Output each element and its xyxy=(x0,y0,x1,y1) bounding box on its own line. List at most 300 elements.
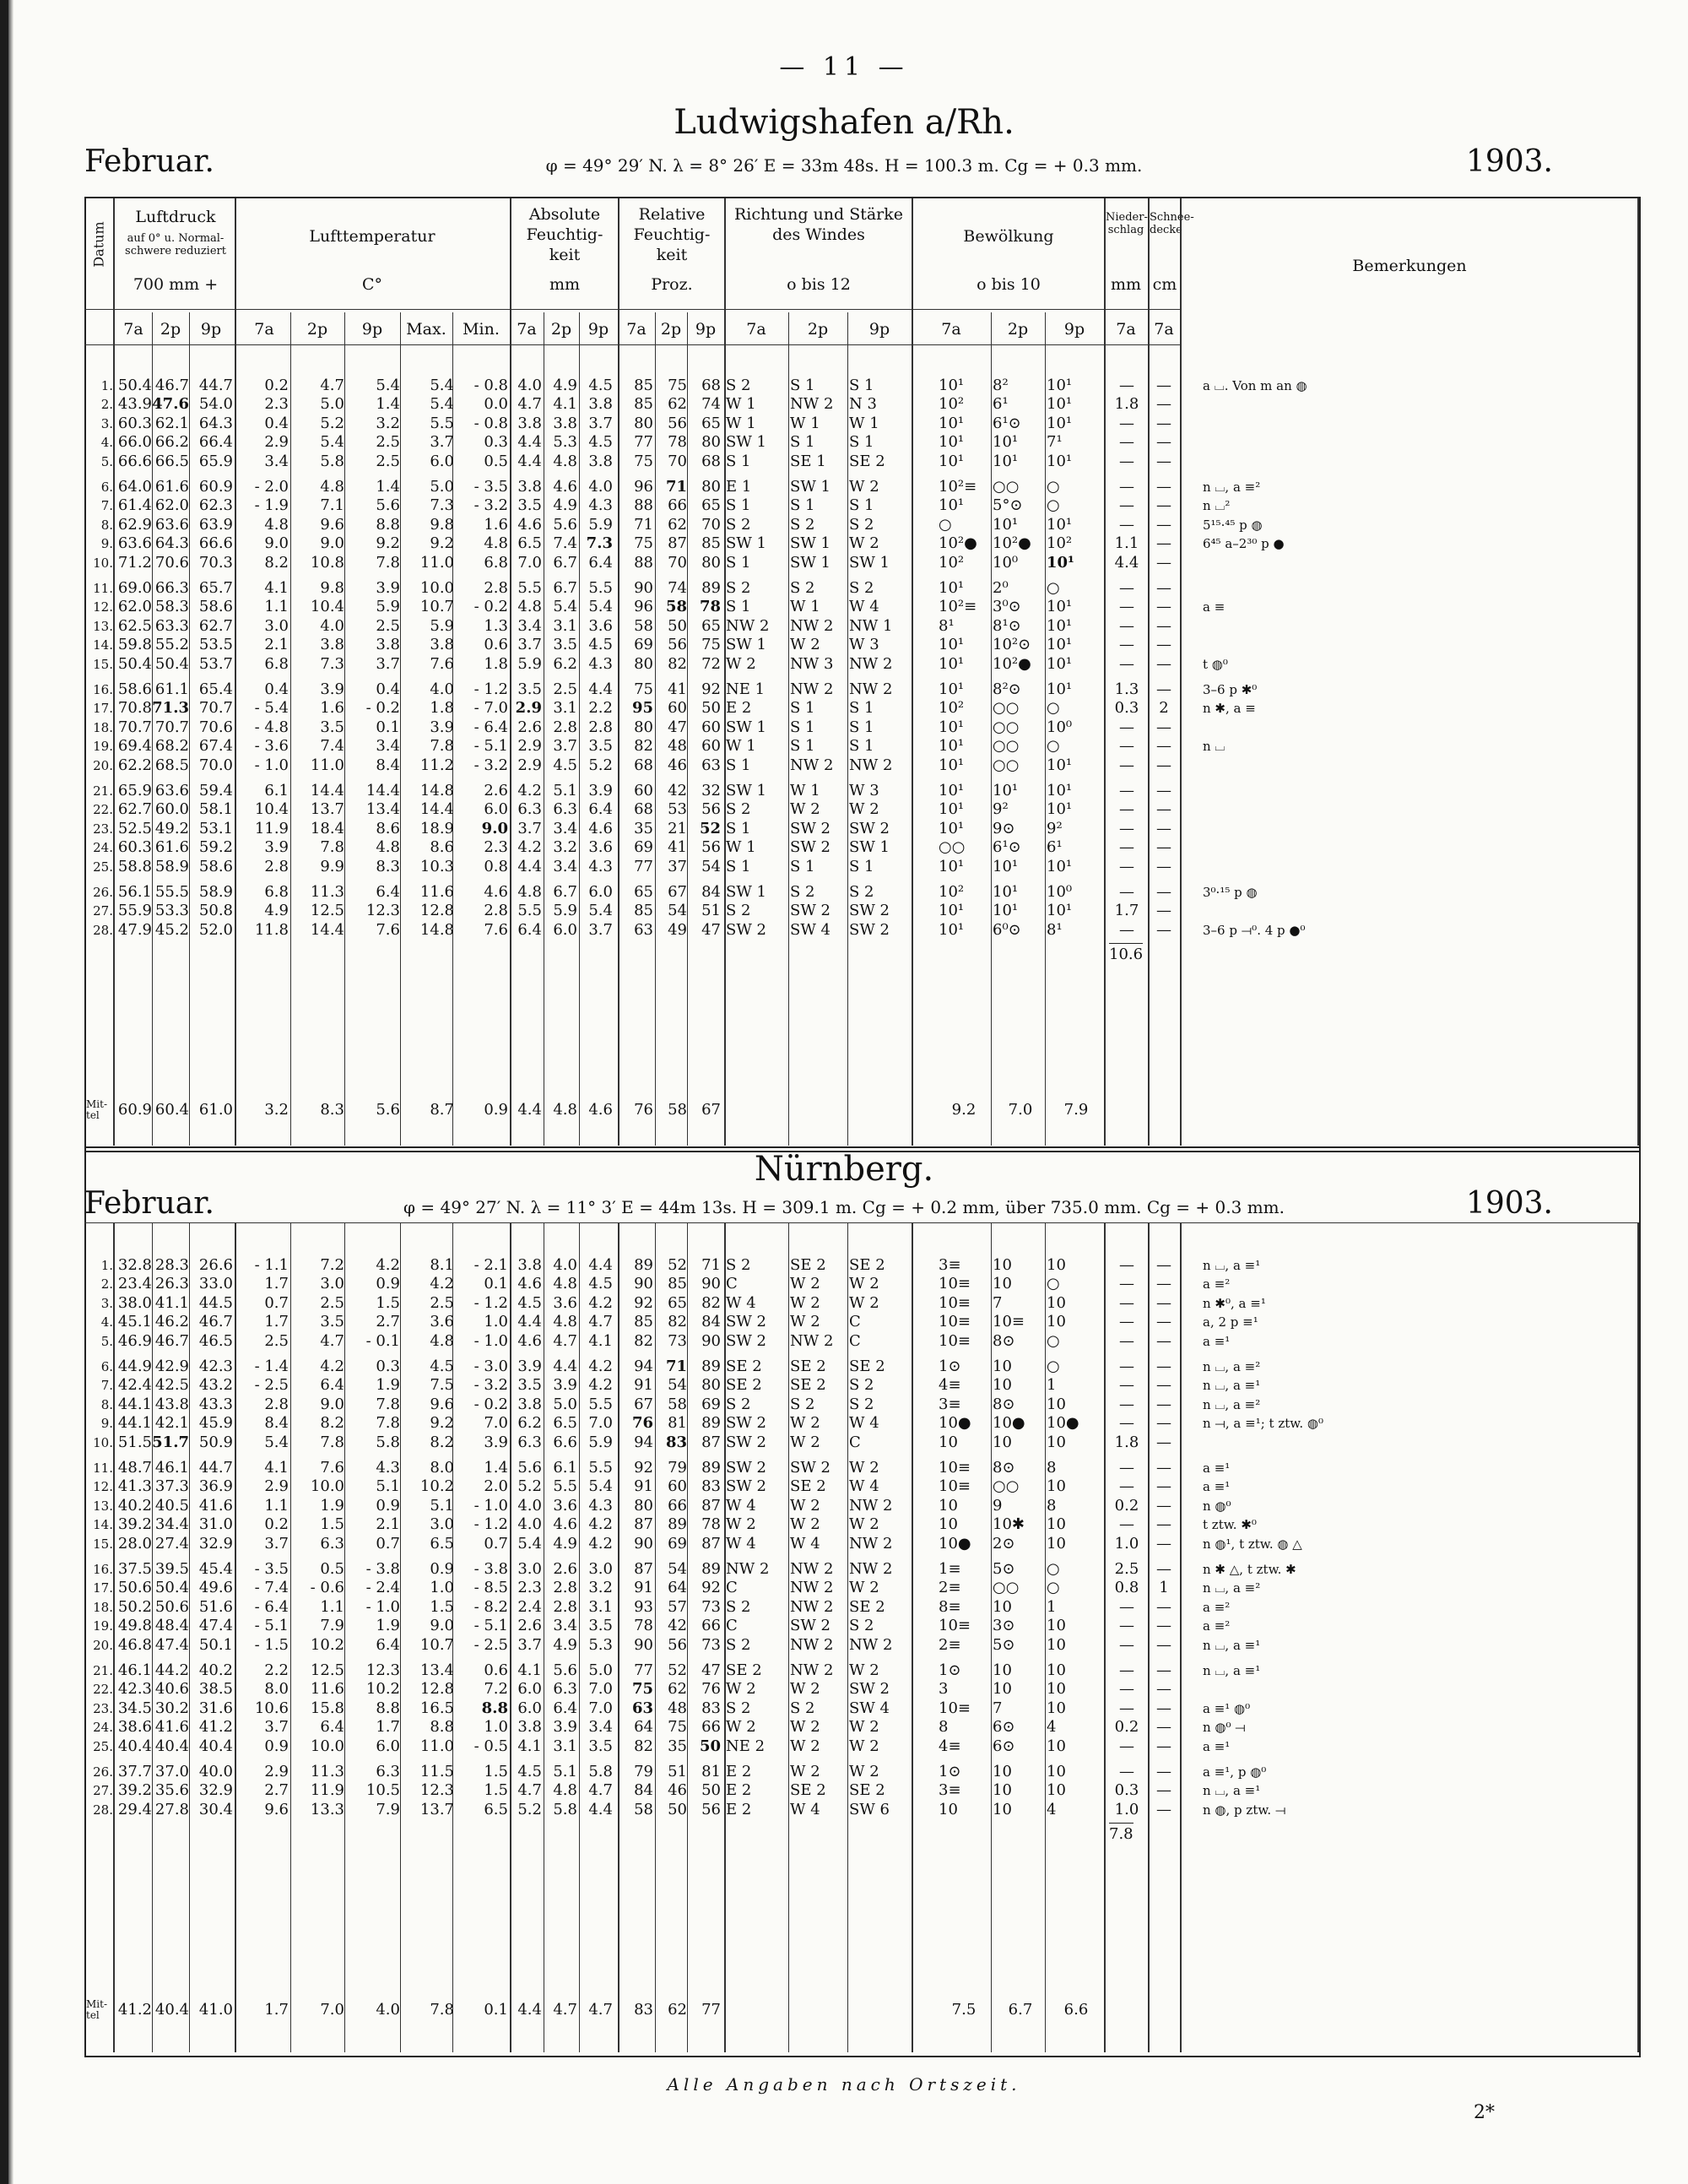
row-date: 18. xyxy=(93,1599,113,1615)
table-cell: 3.9 xyxy=(588,782,613,799)
table-cell: NW 2 xyxy=(849,680,893,698)
table-row xyxy=(84,1477,1637,1496)
table-cell: 10.2 xyxy=(310,1635,344,1654)
table-cell: 61.6 xyxy=(154,478,189,496)
table-cell: 58 xyxy=(634,1800,653,1818)
table-cell: ○○ xyxy=(993,478,1020,496)
table-cell: 51.7 xyxy=(152,1433,189,1451)
table-cell: — xyxy=(1119,452,1134,470)
table-cell: 7.5 xyxy=(430,1376,454,1395)
table-cell: 0.9 xyxy=(376,1496,400,1515)
mittel-cell: 4.7 xyxy=(553,2001,577,2019)
remark-text: n ⌴, a ≡¹ xyxy=(1203,1637,1261,1653)
table-cell: 3.9 xyxy=(553,1718,577,1737)
row-date: 12. xyxy=(93,599,113,615)
table-cell: 87 xyxy=(701,1496,721,1515)
table-cell: 66.6 xyxy=(198,534,233,553)
table-cell: 1.4 xyxy=(376,395,400,414)
subheader-7a: 7a xyxy=(254,320,274,339)
table-cell: S 2 xyxy=(790,579,815,597)
table-cell: W 2 xyxy=(849,1661,879,1679)
table-cell: 56 xyxy=(701,800,721,819)
table-cell: 66 xyxy=(668,496,687,515)
table-cell: 42.3 xyxy=(117,1680,152,1699)
mittel-cell: 6.6 xyxy=(1063,2001,1089,2019)
table-cell: SE 2 xyxy=(790,1376,826,1395)
table-cell: 50.8 xyxy=(198,902,233,920)
table-cell: 68 xyxy=(634,756,653,774)
table-cell: SE 2 xyxy=(726,1358,762,1375)
table-cell: 87 xyxy=(634,1515,653,1534)
table-row xyxy=(84,858,1637,876)
table-cell: — xyxy=(1156,838,1171,857)
table-cell: S 2 xyxy=(726,1635,751,1654)
table-cell: 2.2 xyxy=(588,699,613,718)
table-cell: 6.2 xyxy=(517,1414,542,1433)
table-cell: 46.2 xyxy=(154,1313,189,1331)
table-cell: 4.7 xyxy=(320,377,344,394)
table-cell: 10.6 xyxy=(254,1699,289,1717)
table-cell: 0.6 xyxy=(484,636,508,654)
table-cell: 58 xyxy=(665,598,687,616)
table-cell: 42.1 xyxy=(154,1414,189,1433)
table-cell: NW 2 xyxy=(790,1331,834,1350)
subheader-2p: 2p xyxy=(550,320,572,339)
table-cell: 5.1 xyxy=(553,782,577,799)
table-cell: 0.8 xyxy=(484,857,508,875)
table-cell: SW 2 xyxy=(790,838,831,857)
table-cell: 7.6 xyxy=(430,654,454,673)
table-cell: 56 xyxy=(668,1635,687,1654)
table-cell: 65 xyxy=(668,1293,687,1312)
table-cell: 48 xyxy=(668,737,687,756)
table-cell: 40.4 xyxy=(117,1737,152,1755)
table-cell: 10¹ xyxy=(939,902,965,920)
table-cell: W 1 xyxy=(849,414,879,432)
table-cell: SW 2 xyxy=(726,1477,767,1496)
table-cell: — xyxy=(1119,1275,1134,1293)
table-row xyxy=(84,1256,1637,1275)
table-cell: 6.0 xyxy=(517,1680,542,1699)
row-date: 2. xyxy=(100,397,113,413)
table-cell: 3.8 xyxy=(517,1718,542,1737)
table-cell: 71.3 xyxy=(152,699,189,718)
table-cell: 3.7 xyxy=(376,654,400,673)
table-cell: 47.4 xyxy=(198,1617,233,1635)
table-cell: — xyxy=(1119,1313,1134,1331)
table-cell: — xyxy=(1119,478,1134,496)
table-cell: 66.0 xyxy=(117,433,152,452)
remark-text: a ≡² xyxy=(1203,1276,1231,1293)
table-cell: W 1 xyxy=(726,414,756,432)
table-cell: 4.8 xyxy=(376,838,400,857)
table-row xyxy=(84,377,1637,395)
table-cell: 3.5 xyxy=(517,1376,542,1395)
table-cell: 7.3 xyxy=(430,496,454,515)
table-cell: 1.5 xyxy=(376,1293,400,1312)
table-row xyxy=(84,1459,1637,1477)
table-cell: 10¹ xyxy=(939,377,965,394)
table-cell: 5.9 xyxy=(517,654,542,673)
table-cell: 3.8 xyxy=(588,395,613,414)
table-cell: 4.8 xyxy=(264,515,289,534)
table-cell: 44.9 xyxy=(117,1358,152,1375)
table-cell: 58 xyxy=(668,1395,687,1413)
table-cell: 64.0 xyxy=(117,478,152,496)
grid-line xyxy=(84,1222,1637,1223)
table-cell: 15.8 xyxy=(310,1699,344,1717)
table-cell: 14.8 xyxy=(419,920,454,939)
table-cell: 62.0 xyxy=(154,496,189,515)
mittel-cell: 60.4 xyxy=(154,1101,189,1119)
table-cell: 11.3 xyxy=(310,1763,344,1780)
remark-text: a ≡¹ ◍⁰ xyxy=(1203,1700,1251,1716)
remark-text: n ⌴, a ≡² xyxy=(1203,1396,1261,1412)
table-cell: SW 2 xyxy=(790,819,831,837)
table-cell: 35.6 xyxy=(154,1781,189,1800)
table-cell: SW 1 xyxy=(726,636,767,654)
mittel-cell: 4.7 xyxy=(588,2001,613,2019)
table-cell: ○○ xyxy=(993,1579,1020,1597)
table-cell: 39.2 xyxy=(117,1515,152,1534)
table-cell: NW 1 xyxy=(849,616,893,635)
table-cell: 5.4 xyxy=(588,1477,613,1496)
table-cell: — xyxy=(1119,1395,1134,1413)
table-cell: — xyxy=(1119,1515,1134,1534)
table-cell: ○ xyxy=(1047,579,1060,597)
table-cell: SE 2 xyxy=(790,1477,826,1496)
table-cell: W 2 xyxy=(726,1515,756,1534)
table-cell: S 1 xyxy=(726,496,751,515)
table-cell: 80 xyxy=(701,478,721,496)
table-cell: 63.3 xyxy=(154,616,189,635)
table-cell: 51 xyxy=(668,1763,687,1780)
row-date: 5. xyxy=(100,453,113,469)
table-cell: 10≡ xyxy=(939,1275,971,1293)
table-row xyxy=(84,1358,1637,1376)
table-row xyxy=(84,1515,1637,1534)
table-cell: 73 xyxy=(701,1597,721,1616)
table-cell: 13.7 xyxy=(310,800,344,819)
table-cell: 96 xyxy=(634,478,653,496)
grid-line xyxy=(1637,1222,1639,2052)
table-row xyxy=(84,598,1637,616)
table-cell: 62.7 xyxy=(117,800,152,819)
grid-line xyxy=(84,309,1182,310)
remark-text: n ✱, a ≡ xyxy=(1203,701,1256,717)
table-cell: 2.5 xyxy=(430,1293,454,1312)
table-cell: 8.4 xyxy=(376,756,400,774)
table-cell: 58.9 xyxy=(198,883,233,901)
table-cell: SW 1 xyxy=(790,478,831,496)
table-cell: SW 1 xyxy=(726,433,767,452)
table-cell: 32 xyxy=(701,782,721,799)
table-cell: 87 xyxy=(701,1534,721,1553)
table-cell: 4≡ xyxy=(939,1376,961,1395)
table-cell: 10¹ xyxy=(939,718,965,736)
table-cell: 10.0 xyxy=(310,1737,344,1755)
table-cell: 10 xyxy=(1047,1617,1066,1635)
table-cell: 73 xyxy=(701,1635,721,1654)
table-cell: 60 xyxy=(668,1477,687,1496)
table-cell: W 2 xyxy=(849,1718,879,1737)
station-params: φ = 49° 29′ N. λ = 8° 26′ E = 33m 48s. H = 100.3 m. Cg = + 0.3 mm. xyxy=(545,155,1143,176)
table-cell: 1.1 xyxy=(264,1496,289,1515)
table-cell: 57 xyxy=(668,1597,687,1616)
table-cell: 1.8 xyxy=(430,699,454,718)
table-row xyxy=(84,1535,1637,1553)
table-cell: 5.4 xyxy=(517,1534,542,1553)
table-cell: - 1.5 xyxy=(254,1635,289,1654)
remark-text: a ≡¹ xyxy=(1203,1479,1231,1495)
table-cell: 77 xyxy=(634,433,653,452)
table-cell: 38.5 xyxy=(198,1680,233,1699)
table-cell: 70 xyxy=(668,553,687,572)
table-cell: 5.6 xyxy=(376,496,400,515)
table-row xyxy=(84,415,1637,433)
table-cell: 63 xyxy=(631,1699,653,1717)
table-cell: 4≡ xyxy=(939,1737,961,1755)
table-row xyxy=(84,1617,1637,1635)
table-cell: 89 xyxy=(701,1459,721,1477)
table-cell: SW 2 xyxy=(726,920,767,939)
table-cell: 46.7 xyxy=(198,1313,233,1331)
table-cell: SE 1 xyxy=(790,452,826,470)
table-cell: 61.4 xyxy=(117,496,152,515)
table-cell: S 2 xyxy=(726,579,751,597)
table-cell: 3.9 xyxy=(517,1358,542,1375)
table-row xyxy=(84,1680,1637,1699)
table-cell: 4.0 xyxy=(320,616,344,635)
table-cell: 10¹ xyxy=(993,515,1019,534)
table-cell: 88 xyxy=(634,553,653,572)
table-cell: 66.4 xyxy=(198,433,233,452)
table-cell: 62.3 xyxy=(198,496,233,515)
table-cell: 10¹ xyxy=(939,452,965,470)
table-cell: 10¹ xyxy=(1047,616,1073,635)
remark-text: 5¹⁵·⁴⁵ p ◍ xyxy=(1203,517,1263,533)
table-row xyxy=(84,496,1637,515)
table-cell: - 0.5 xyxy=(473,1737,508,1755)
table-cell: S 2 xyxy=(849,1395,874,1413)
table-cell: 63.9 xyxy=(198,515,233,534)
table-cell: 3.0 xyxy=(264,616,289,635)
table-cell: W 4 xyxy=(849,1477,879,1496)
table-cell: - 1.0 xyxy=(365,1597,400,1616)
table-cell: - 2.0 xyxy=(254,478,289,496)
table-cell: — xyxy=(1119,857,1134,875)
table-cell: N 3 xyxy=(849,395,877,414)
table-row xyxy=(84,554,1637,572)
table-cell: — xyxy=(1156,496,1171,515)
table-cell: 7.4 xyxy=(553,534,577,553)
table-cell: 10¹ xyxy=(1047,553,1074,572)
table-cell: W 1 xyxy=(726,737,756,756)
table-cell: 3.9 xyxy=(430,718,454,736)
table-cell: 21 xyxy=(668,819,687,837)
table-cell: 6.0 xyxy=(376,1737,400,1755)
schneedecke-unit: cm xyxy=(1152,275,1177,294)
table-cell: S 1 xyxy=(790,857,815,875)
table-cell: — xyxy=(1156,718,1171,736)
table-cell: SW 2 xyxy=(726,1313,767,1331)
table-cell: 3.4 xyxy=(553,1617,577,1635)
table-cell: 7.6 xyxy=(484,920,508,939)
row-date: 6. xyxy=(100,480,113,495)
table-cell: 7 xyxy=(993,1293,1003,1312)
table-cell: 13.3 xyxy=(310,1800,344,1818)
table-cell: 78 xyxy=(701,1515,721,1534)
table-row xyxy=(84,478,1637,496)
remark-text: n ⌴, a ≡² xyxy=(1203,480,1261,495)
table-cell: 2.8 xyxy=(553,718,577,736)
table-cell: 1.8 xyxy=(1114,395,1139,414)
table-cell: — xyxy=(1119,1597,1134,1616)
table-cell: 60 xyxy=(634,782,653,799)
remark-text: n ⟞, a ≡¹; t ztw. ◍⁰ xyxy=(1203,1416,1323,1432)
mittel-cell: 1.7 xyxy=(264,2001,289,2019)
table-cell: 4.7 xyxy=(320,1331,344,1350)
table-cell: W 4 xyxy=(849,598,879,616)
table-cell: 2≡ xyxy=(939,1579,961,1597)
table-cell: — xyxy=(1156,553,1171,572)
table-cell: 10 xyxy=(939,1433,958,1451)
row-date: 28. xyxy=(93,1802,113,1818)
table-cell: 93 xyxy=(634,1597,653,1616)
table-row xyxy=(84,699,1637,718)
table-cell: 10² xyxy=(939,883,965,901)
table-cell: 11.5 xyxy=(419,1763,454,1780)
table-cell: 60 xyxy=(701,737,721,756)
table-cell: 12.8 xyxy=(419,902,454,920)
table-cell: — xyxy=(1156,920,1171,939)
table-cell: W 4 xyxy=(726,1293,756,1312)
table-cell: 5.4 xyxy=(430,377,454,394)
remark-text: a ≡¹ xyxy=(1203,1461,1231,1476)
table-cell: 80 xyxy=(634,414,653,432)
table-cell: 1 xyxy=(1047,1597,1057,1616)
table-cell: 84 xyxy=(701,883,721,901)
table-cell: 66.2 xyxy=(154,433,189,452)
table-cell: 4.6 xyxy=(553,478,577,496)
table-cell: - 1.4 xyxy=(254,1358,289,1375)
table-cell: S 2 xyxy=(790,515,815,534)
row-date: 3. xyxy=(100,1295,113,1311)
table-cell: 4.3 xyxy=(588,1496,613,1515)
table-cell: 6⊙ xyxy=(993,1718,1015,1737)
table-cell: — xyxy=(1156,395,1171,414)
table-cell: 80 xyxy=(634,654,653,673)
table-cell: 4.4 xyxy=(1114,553,1139,572)
table-cell: 1.7 xyxy=(264,1275,289,1293)
table-row xyxy=(84,680,1637,699)
table-cell: - 2.4 xyxy=(365,1579,400,1597)
table-cell: 60.9 xyxy=(198,478,233,496)
table-cell: 34.5 xyxy=(117,1699,152,1717)
table-cell: 11.6 xyxy=(419,883,454,901)
table-cell: 46 xyxy=(668,1781,687,1800)
table-cell: 7.9 xyxy=(376,1800,400,1818)
row-date: 11. xyxy=(93,581,113,596)
table-cell: 48.7 xyxy=(117,1459,152,1477)
table-cell: SE 2 xyxy=(849,1781,885,1800)
table-cell: 62.1 xyxy=(154,414,189,432)
table-cell: 40.0 xyxy=(198,1763,233,1780)
row-date: 24. xyxy=(93,1720,113,1736)
table-cell: 8.4 xyxy=(264,1414,289,1433)
table-cell: 10¹ xyxy=(939,756,965,774)
table-cell: 79 xyxy=(634,1763,653,1780)
table-cell: 7.8 xyxy=(320,838,344,857)
table-cell: — xyxy=(1156,1635,1171,1654)
table-cell: 71 xyxy=(634,515,653,534)
table-cell: 0.9 xyxy=(264,1737,289,1755)
table-cell: 8.2 xyxy=(264,553,289,572)
table-cell: 1⊙ xyxy=(939,1661,961,1679)
table-cell: 10.4 xyxy=(310,598,344,616)
table-cell: SW 2 xyxy=(849,920,890,939)
table-cell: 70.7 xyxy=(198,699,233,718)
table-cell: ○○ xyxy=(993,737,1020,756)
table-cell: SW 2 xyxy=(790,902,831,920)
table-cell: 49.8 xyxy=(117,1617,152,1635)
table-cell: ○ xyxy=(1047,478,1060,496)
table-cell: - 1.2 xyxy=(473,1293,508,1312)
table-cell: — xyxy=(1156,1781,1171,1800)
table-cell: — xyxy=(1119,414,1134,432)
subheader-7a: 7a xyxy=(1154,320,1174,339)
table-cell: W 2 xyxy=(790,1433,820,1451)
row-date: 23. xyxy=(93,821,113,837)
table-cell: S 1 xyxy=(726,857,751,875)
table-cell: 8.2 xyxy=(320,1414,344,1433)
remark-text: a ≡² xyxy=(1203,1618,1231,1634)
row-date: 4. xyxy=(100,1314,113,1330)
mittel-cell: 0.1 xyxy=(484,2001,508,2019)
table-cell: 12.8 xyxy=(419,1680,454,1699)
table-cell: 10 xyxy=(993,1800,1012,1818)
table-cell: 10.0 xyxy=(419,579,454,597)
table-cell: SW 2 xyxy=(726,1331,767,1350)
table-cell: 36.9 xyxy=(198,1477,233,1496)
row-date: 10. xyxy=(93,555,113,571)
table-cell: 50 xyxy=(701,699,721,718)
total-precipitation: 7.8 xyxy=(1109,1823,1133,1843)
table-cell: 10¹ xyxy=(1047,452,1073,470)
table-cell: — xyxy=(1119,1293,1134,1312)
table-cell: — xyxy=(1156,1358,1171,1375)
table-cell: 4.8 xyxy=(553,452,577,470)
table-cell: SW 1 xyxy=(790,534,831,553)
table-cell: 3.9 xyxy=(320,680,344,698)
mittel-row xyxy=(84,1998,1637,2021)
table-cell: NW 2 xyxy=(849,1635,893,1654)
table-cell: 60.3 xyxy=(117,414,152,432)
table-cell: SW 2 xyxy=(726,1414,767,1433)
table-cell: 0.3 xyxy=(484,433,508,452)
table-cell: 2.5 xyxy=(376,616,400,635)
table-cell: - 1.1 xyxy=(254,1256,289,1274)
table-cell: 92 xyxy=(634,1459,653,1477)
row-date: 1. xyxy=(100,378,113,393)
table-cell: - 3.2 xyxy=(473,496,508,515)
table-cell: 40.4 xyxy=(198,1737,233,1755)
row-date: 17. xyxy=(93,1580,113,1596)
table-cell: 2≡ xyxy=(939,1635,961,1654)
table-cell: 76 xyxy=(701,1680,721,1699)
table-cell: 4.1 xyxy=(264,1459,289,1477)
table-cell: 11.6 xyxy=(310,1680,344,1699)
